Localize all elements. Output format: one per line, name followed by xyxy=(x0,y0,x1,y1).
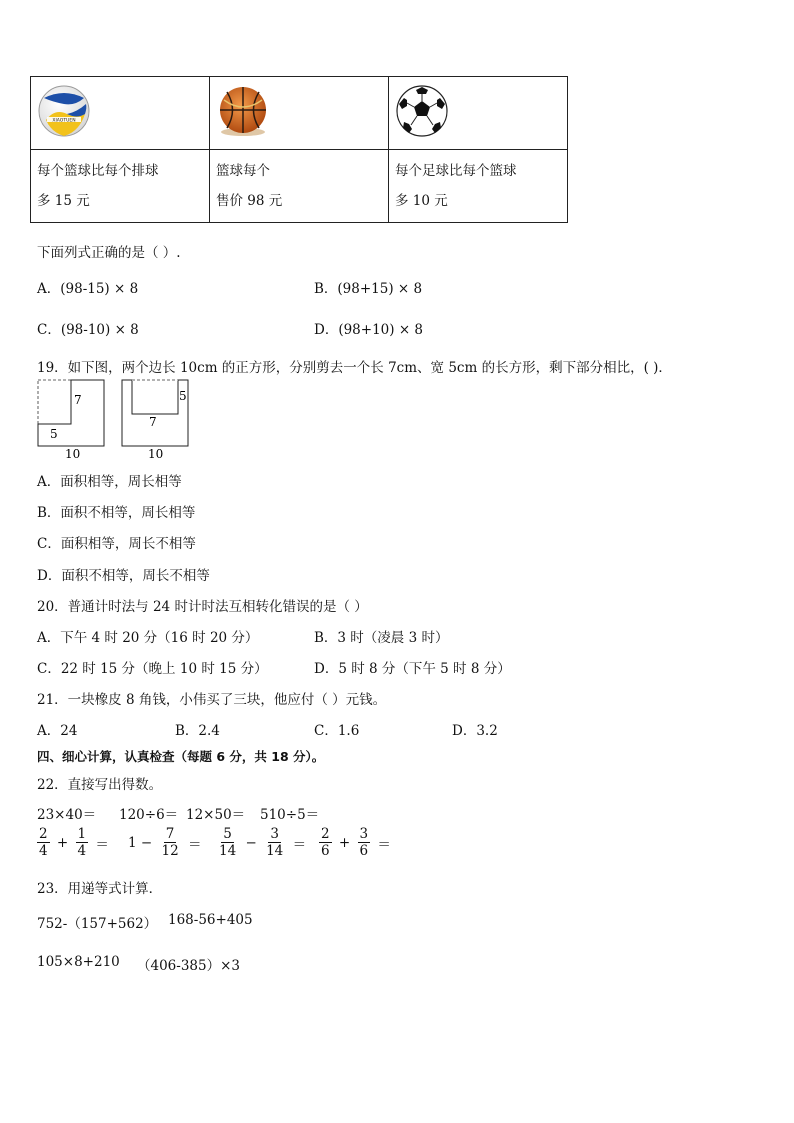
soccer-ball-cell xyxy=(389,77,568,150)
q21-option-c[interactable]: C．1.6 xyxy=(314,723,360,739)
calc-item: 12×50＝ xyxy=(186,807,246,823)
volleyball-cell xyxy=(31,77,210,150)
q21-option-d[interactable]: D．3.2 xyxy=(452,723,498,739)
fraction-item: $\frac{5}{14}$ − $\frac{3}{14}$ ＝ xyxy=(219,826,307,859)
q20-option-d[interactable]: D．5 时 8 分（下午 5 时 8 分） xyxy=(314,661,511,677)
q19-stem: 19．如下图，两个边长 10cm 的正方形，分别剪去一个长 7cm、宽 5cm 的长方形，剩下部分相比，( )． xyxy=(37,360,672,376)
cell-line: 每个篮球比每个排球 xyxy=(37,163,159,179)
fig-label: 5 xyxy=(179,389,187,403)
expression: 105×8+210 xyxy=(37,954,120,970)
q20-option-b[interactable]: B．3 时（凌晨 3 时） xyxy=(314,630,449,646)
svg-text:XIAOTUEN: XIAOTUEN xyxy=(52,118,76,124)
fig-label: 7 xyxy=(74,393,82,407)
volleyball-info xyxy=(31,150,210,223)
q21-stem: 21．一块橡皮 8 角钱，小伟买了三块，他应付（ ）元钱。 xyxy=(37,692,387,708)
section-heading: 四、细心计算，认真检查（每题 6 分，共 18 分）。 xyxy=(37,749,325,764)
soccer-ball-icon xyxy=(395,84,449,138)
q23-stem: 23．用递等式计算． xyxy=(37,881,163,897)
cell-line: 多 10 元 xyxy=(395,193,448,209)
q18-option-c[interactable]: C．(98-10) × 8 xyxy=(37,322,139,338)
q19-figure xyxy=(34,376,194,462)
calc-item: 120÷6＝ xyxy=(119,807,179,823)
q20-stem: 20．普通计时法与 24 时计时法互相转化错误的是（ ） xyxy=(37,599,368,615)
basketball-icon xyxy=(216,84,270,138)
volleyball-icon xyxy=(37,84,91,138)
q20-option-a[interactable]: A．下午 4 时 20 分（16 时 20 分） xyxy=(37,630,259,646)
cell-line: 每个足球比每个篮球 xyxy=(395,163,517,179)
q18-option-b[interactable]: B．(98+15) × 8 xyxy=(314,281,423,297)
q18-stem: 下面列式正确的是（ ）. xyxy=(37,245,181,261)
basketball-cell xyxy=(210,77,389,150)
calc-item: 510÷5＝ xyxy=(260,807,320,823)
fraction-item: $\frac{2}{6}$ + $\frac{3}{6}$ ＝ xyxy=(321,826,391,859)
q21-option-a[interactable]: A．24 xyxy=(37,723,78,739)
fig-label: 5 xyxy=(50,427,58,441)
price-table xyxy=(30,76,568,223)
fraction-item: $\frac{2}{4}$ + $\frac{1}{4}$ ＝ xyxy=(39,826,109,859)
basketball-info xyxy=(210,150,389,223)
fig-label: 10 xyxy=(65,447,81,461)
expression: 752-（157+562） xyxy=(37,916,158,932)
q21-option-b[interactable]: B．2.4 xyxy=(175,723,220,739)
fraction-item: 1 − $\frac{7}{12}$ ＝ xyxy=(128,826,202,859)
expression: 168-56+405 xyxy=(168,912,253,928)
fig-label: 10 xyxy=(148,447,164,461)
q18-option-a[interactable]: A．(98-15) × 8 xyxy=(37,281,139,297)
q18-option-d[interactable]: D．(98+10) × 8 xyxy=(314,322,424,338)
q20-option-c[interactable]: C．22 时 15 分（晚上 10 时 15 分） xyxy=(37,661,268,677)
q19-option-d[interactable]: D．面积不相等，周长不相等 xyxy=(37,568,210,584)
calc-item: 23×40＝ xyxy=(37,807,97,823)
cell-line: 篮球每个 xyxy=(216,163,270,179)
q19-option-a[interactable]: A．面积相等，周长相等 xyxy=(37,474,182,490)
cell-line: 多 15 元 xyxy=(37,193,90,209)
expression: （406-385）×3 xyxy=(137,958,240,974)
q19-option-c[interactable]: C．面积相等，周长不相等 xyxy=(37,536,196,552)
fig-label: 7 xyxy=(149,415,157,429)
soccer-info xyxy=(389,150,568,223)
cell-line: 售价 98 元 xyxy=(216,193,283,209)
q22-stem: 22．直接写出得数。 xyxy=(37,777,163,793)
q19-option-b[interactable]: B．面积不相等，周长相等 xyxy=(37,505,196,521)
